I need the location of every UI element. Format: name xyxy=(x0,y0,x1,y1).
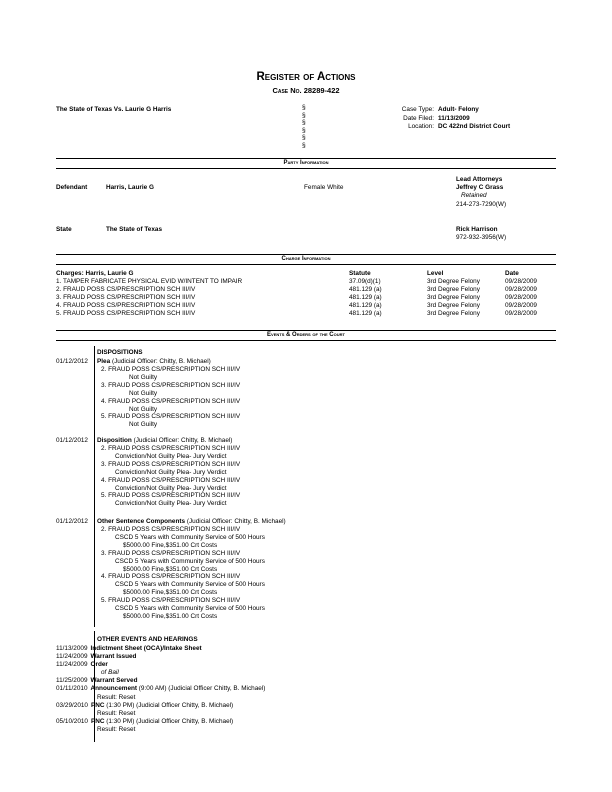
sentence-lines: 2. FRAUD POSS CS/PRESCRIPTION SCH III/IV CSCD 5 Years with Community Service of 500 Hours $5000.00 Fine,$351.00 Crt Costs 3. FRAUD POSS CS/PRESCRIPTION SCH III/IV CSCD 5 Years with Community Service of 500 Hours $5000.00 Fine,$351.00 Crt Costs 4. FRAUD POSS CS/PRESCRIPTION SCH III/IV CSCD 5 Years with Community Service of 500 Hours $5000.00 Fine,$351.00 Crt Costs 5. FRAUD POSS CS/PRESCRIPTION SCH III/IV CSCD 5 Years with Community Service of 500 Hours $5000.00 Fine,$351.00 Crt Costs xyxy=(101,526,265,620)
defendant-description: Female White xyxy=(304,184,344,191)
date-column-header: Date xyxy=(505,270,519,277)
plea-date: 01/12/2012 xyxy=(56,358,88,365)
event-result: Result: Reset xyxy=(97,709,136,717)
event-row: 11/24/2009 Order xyxy=(56,661,108,669)
event-result: Result: Reset xyxy=(97,693,136,701)
column-separator xyxy=(94,436,95,519)
page-title: Register of Actions xyxy=(256,71,356,83)
column-separator xyxy=(94,346,95,436)
charge-list xyxy=(56,278,242,318)
state-name: The State of Texas xyxy=(106,226,162,233)
statute-column-header: Statute xyxy=(349,270,371,277)
event-row: 11/13/2009 Indictment Sheet (OCA)/Intake Sheet xyxy=(56,645,202,652)
attorney-status: Retained xyxy=(461,192,487,200)
event-row: 03/29/2010 PNC (1:30 PM) (Judicial Officer Chitty, B. Michael) xyxy=(56,701,234,709)
column-separator xyxy=(94,519,95,627)
sentence-date: 01/12/2012 xyxy=(56,518,88,525)
disposition-entry: Disposition (Judicial Officer: Chitty, B. Michael) xyxy=(97,437,233,444)
party-information-heading: Party Information xyxy=(283,160,329,166)
date-filed-value: 11/13/2009 xyxy=(438,114,470,122)
charge-row: 1. TAMPER FABRICATE PHYSICAL EVID W/INTENT TO IMPAIR xyxy=(56,278,243,285)
divider xyxy=(56,254,556,255)
event-row: 11/25/2009 Warrant Served xyxy=(56,677,138,685)
case-style: The State of Texas Vs. Laurie G Harris xyxy=(56,106,172,113)
defendant-attorney-name: Jeffrey C Grass xyxy=(456,184,504,191)
other-events-heading: OTHER EVENTS AND HEARINGS xyxy=(97,636,198,643)
level-column-header: Level xyxy=(427,270,444,277)
attorney-phone: 972-932-3956(W) xyxy=(456,234,507,242)
charge-row: 4. FRAUD POSS CS/PRESCRIPTION SCH III/IV xyxy=(56,301,196,309)
event-row: 01/11/2010 Announcement (9:00 AM) (Judicial Officer Chitty, B. Michael) xyxy=(56,685,266,693)
case-number: Case No. 28289-422 xyxy=(272,86,340,95)
level-column: 3rd Degree Felony 3rd Degree Felony 3rd Degree Felony 3rd Degree Felony 3rd Degree Felony xyxy=(427,278,480,317)
defendant-name: Harris, Laurie G xyxy=(106,184,154,191)
lead-attorneys-label: Lead Attorneys xyxy=(456,176,503,183)
charges-label: Charges: Harris, Laurie G xyxy=(56,270,134,277)
section-marks: § § § § § § xyxy=(302,104,306,149)
dispositions-heading: DISPOSITIONS xyxy=(97,349,143,356)
divider xyxy=(56,340,556,341)
attorney-phone: 214-273-7290(W) xyxy=(456,200,507,208)
charge-information-heading: Charge Information xyxy=(281,256,331,262)
other-events-list xyxy=(56,645,265,734)
plea-entry: Plea (Judicial Officer: Chitty, B. Michael) xyxy=(97,358,211,365)
defendant-role: Defendant xyxy=(56,184,88,191)
disposition-date: 01/12/2012 xyxy=(56,437,88,444)
charge-row: 3. FRAUD POSS CS/PRESCRIPTION SCH III/IV xyxy=(56,293,196,301)
sentence-entry: Other Sentence Components (Judicial Officer: Chitty, B. Michael) xyxy=(97,518,286,525)
state-role: State xyxy=(56,226,72,233)
state-attorney xyxy=(456,226,506,243)
case-info-values xyxy=(438,106,510,132)
date-column: 09/28/2009 09/28/2009 09/28/2009 09/28/2009 09/28/2009 xyxy=(505,278,537,317)
plea-lines: 2. FRAUD POSS CS/PRESCRIPTION SCH III/IV Not Guilty 3. FRAUD POSS CS/PRESCRIPTION SCH III/IV Not Guilty 4. FRAUD POSS CS/PRESCRIPTION SCH III/IV Not Guilty 5. FRAUD POSS CS/PRESCRIPTION SCH III/IV Not Guilty xyxy=(101,366,241,429)
divider xyxy=(56,158,556,159)
divider xyxy=(56,330,556,331)
case-type-value: Adult- Felony xyxy=(438,106,479,113)
charge-row: 2. FRAUD POSS CS/PRESCRIPTION SCH III/IV xyxy=(56,285,196,293)
event-result: Result: Reset xyxy=(97,725,136,733)
event-row: 11/24/2009 Warrant Issued xyxy=(56,653,137,661)
divider xyxy=(56,264,556,265)
event-detail: of Bail xyxy=(101,669,119,677)
case-info-labels: Case Type: Date Filed: Location: xyxy=(401,106,434,131)
defendant-attorney xyxy=(456,184,506,209)
divider xyxy=(56,168,556,169)
events-orders-heading: Events & Orders of the Court xyxy=(267,332,345,338)
event-row: 05/10/2010 PNC (1:30 PM) (Judicial Officer Chitty, B. Michael) xyxy=(56,717,234,725)
location-value: DC 422nd District Court xyxy=(438,123,511,131)
statute-column: 37.09(d)(1) 481.129 (a) 481.129 (a) 481.129 (a) 481.129 (a) xyxy=(349,278,382,317)
disposition-lines: 2. FRAUD POSS CS/PRESCRIPTION SCH III/IV Conviction/Not Guilty Plea- Jury Verdict 3. FRAUD POSS CS/PRESCRIPTION SCH III/IV Conviction/Not Guilty Plea- Jury Verdict 4. FRAUD POSS CS/PRESCRIPTION SCH III/IV Conviction/Not Guilty Plea- Jury Verdict 5. FRAUD POSS CS/PRESCRIPTION SCH III/IV Conviction/Not Guilty Plea- Jury Verdict xyxy=(101,445,241,508)
charge-row: 5. FRAUD POSS CS/PRESCRIPTION SCH III/IV xyxy=(56,309,196,317)
state-attorney-name: Rick Harrison xyxy=(456,226,498,233)
